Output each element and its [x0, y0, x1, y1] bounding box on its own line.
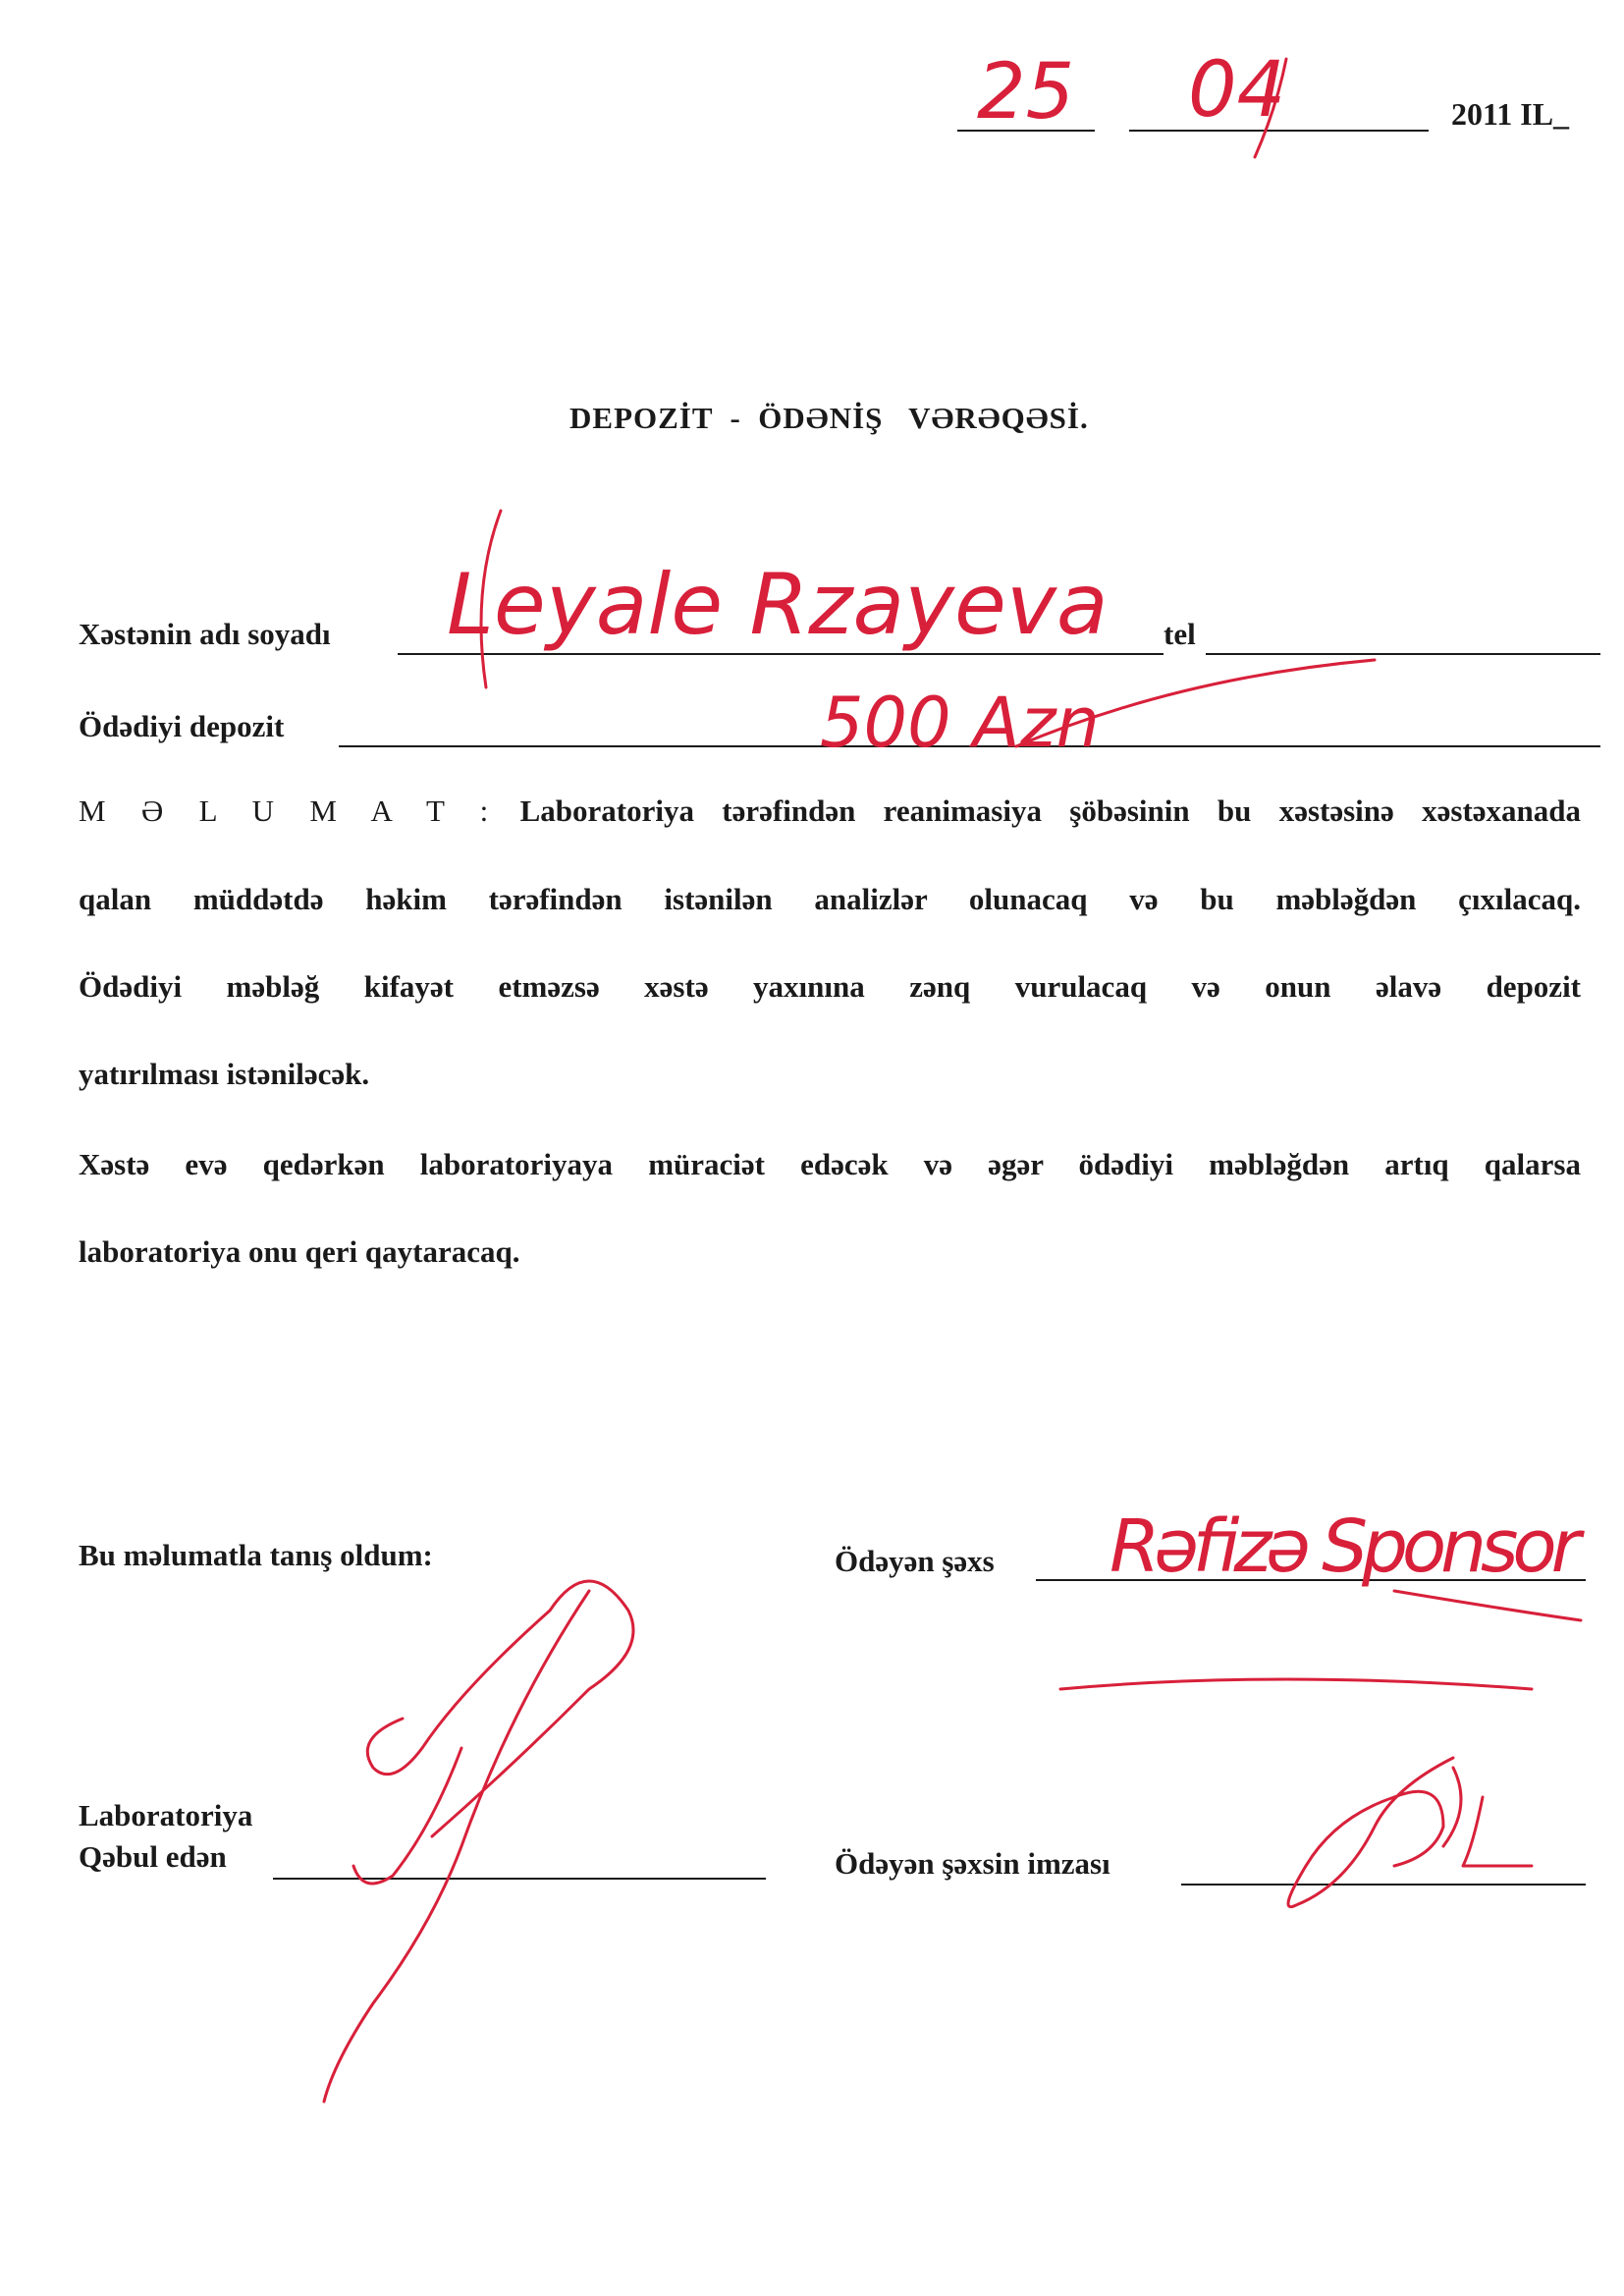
date-month-line: [1129, 130, 1429, 132]
patient-name-handwritten: Leyale Rzayeva: [447, 556, 1109, 654]
info-text-1: Laboratoriya tərəfindən reanimasiya şöbəsinin bu xəstəsinə xəstəxanada: [519, 793, 1582, 828]
deposit-handwritten: 500 Azn: [820, 683, 1100, 763]
lab-signature-line: [273, 1878, 766, 1880]
date-stroke: [1255, 59, 1286, 157]
info-line-5: Xəstə evə qedərkən laboratoriyaya müraciət edəcək və əgər ödədiyi məbləğdən artıq qalarsa: [79, 1147, 1581, 1181]
info-line-6: laboratoriya onu qeri qaytaracaq.: [79, 1234, 520, 1269]
year-label: 2011 IL_: [1451, 96, 1570, 132]
payer-label: Ödəyən şəxs: [835, 1544, 995, 1578]
deposit-line: [339, 745, 1600, 747]
lab-label-1: Laboratoriya: [79, 1798, 253, 1832]
tel-line: [1206, 653, 1600, 655]
patient-name-label: Xəstənin adı soyadı: [79, 617, 331, 651]
lab-label-2: Qəbul edən: [79, 1839, 227, 1874]
tel-label: tel: [1164, 617, 1196, 651]
info-label: M Ə L U M A T :: [79, 793, 493, 828]
info-line-1: [79, 793, 1581, 829]
date-month-handwritten: 04: [1188, 46, 1286, 135]
payer-stroke-2: [1060, 1679, 1532, 1689]
deposit-stroke: [1016, 660, 1375, 746]
info-line-4: yatırılması istəniləcək.: [79, 1057, 370, 1091]
date-day-line: [957, 130, 1095, 132]
deposit-label: Ödədiyi depozit: [79, 709, 285, 743]
info-line-2: qalan müddətdə həkim tərəfindən istənilən analizlər olunacaq və bu məbləğdən çıxılacaq.: [79, 882, 1581, 916]
lab-signature-scribble: [324, 1581, 633, 2102]
payer-name-handwritten: Rəfizə Sponsor: [1110, 1504, 1581, 1589]
payer-stroke-1: [1394, 1591, 1581, 1620]
patient-name-line: [398, 653, 1164, 655]
date-day-handwritten: 25: [977, 48, 1075, 137]
acknowledged-label: Bu məlumatla tanış oldum:: [79, 1538, 433, 1572]
form-title: DEPOZİT - ÖDƏNİŞ VƏRƏQƏSİ.: [569, 401, 1089, 435]
info-line-3: Ödədiyi məbləğ kifayət etməzsə xəstə yaxınına zənq vurulacaq və onun əlavə depozit: [79, 969, 1581, 1004]
payer-signature-line: [1181, 1884, 1586, 1886]
payer-signature-label: Ödəyən şəxsin imzası: [835, 1846, 1110, 1881]
patient-name-stroke: [481, 511, 501, 687]
payer-line: [1036, 1579, 1586, 1581]
